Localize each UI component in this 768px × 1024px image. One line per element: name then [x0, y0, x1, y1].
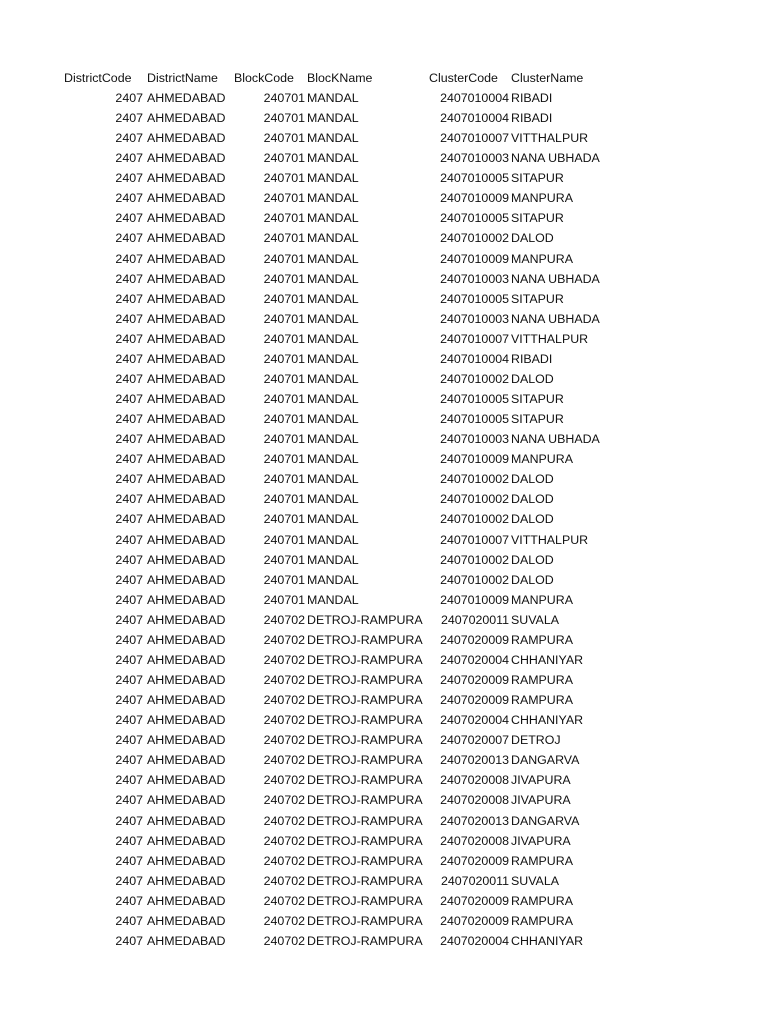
block-name-cell: DETROJ-RAMPURA — [307, 874, 423, 888]
block-code-cell: 240701 — [263, 171, 305, 185]
block-name-cell: DETROJ-RAMPURA — [307, 733, 423, 747]
cluster-code-cell: 2407020009 — [440, 854, 509, 868]
cluster-name-cell: DANGARVA — [511, 814, 580, 828]
cluster-code-cell: 2407020009 — [440, 914, 509, 928]
block-name-cell: MANDAL — [307, 252, 359, 266]
cluster-code-cell: 2407010009 — [440, 593, 509, 607]
district-code-cell: 2407 — [115, 252, 143, 266]
cluster-code-cell: 2407010002 — [440, 372, 509, 386]
cluster-code-cell: 2407020009 — [440, 633, 509, 647]
district-code-cell: 2407 — [115, 653, 143, 667]
cluster-code-cell: 2407020004 — [440, 934, 509, 948]
block-name-cell: MANDAL — [307, 171, 359, 185]
district-code-cell: 2407 — [115, 573, 143, 587]
block-name-cell: DETROJ-RAMPURA — [307, 633, 423, 647]
district-name-cell: AHMEDABAD — [147, 432, 226, 446]
cluster-code-cell: 2407010002 — [440, 573, 509, 587]
cluster-name-cell: DETROJ — [511, 733, 561, 747]
block-name-cell: MANDAL — [307, 91, 359, 105]
block-name-cell: MANDAL — [307, 292, 359, 306]
block-code-cell: 240701 — [263, 252, 305, 266]
district-code-cell: 2407 — [115, 733, 143, 747]
header-block-name: BlocKName — [307, 71, 373, 85]
cluster-name-cell: SITAPUR — [511, 292, 564, 306]
district-name-cell: AHMEDABAD — [147, 854, 226, 868]
cluster-name-cell: DALOD — [511, 512, 554, 526]
district-code-cell: 2407 — [115, 472, 143, 486]
district-name-cell: AHMEDABAD — [147, 894, 226, 908]
cluster-name-cell: RAMPURA — [511, 693, 573, 707]
district-name-cell: AHMEDABAD — [147, 472, 226, 486]
cluster-code-cell: 2407020013 — [440, 814, 509, 828]
district-name-cell: AHMEDABAD — [147, 312, 226, 326]
block-name-cell: MANDAL — [307, 412, 359, 426]
district-code-cell: 2407 — [115, 673, 143, 687]
block-code-cell: 240701 — [263, 553, 305, 567]
block-code-cell: 240701 — [263, 573, 305, 587]
cluster-name-cell: DANGARVA — [511, 753, 580, 767]
block-name-cell: MANDAL — [307, 111, 359, 125]
block-code-cell: 240701 — [263, 231, 305, 245]
block-code-cell: 240702 — [263, 814, 305, 828]
header-district-name: DistrictName — [147, 71, 218, 85]
cluster-code-cell: 2407020008 — [440, 834, 509, 848]
block-code-cell: 240701 — [263, 131, 305, 145]
block-code-cell: 240702 — [263, 633, 305, 647]
block-code-cell: 240701 — [263, 151, 305, 165]
block-name-cell: DETROJ-RAMPURA — [307, 653, 423, 667]
block-code-cell: 240702 — [263, 733, 305, 747]
block-code-cell: 240702 — [263, 653, 305, 667]
cluster-name-cell: SITAPUR — [511, 171, 564, 185]
cluster-name-cell: SUVALA — [511, 874, 559, 888]
block-name-cell: MANDAL — [307, 352, 359, 366]
district-code-cell: 2407 — [115, 452, 143, 466]
district-code-cell: 2407 — [115, 894, 143, 908]
cluster-name-cell: SUVALA — [511, 613, 559, 627]
district-name-cell: AHMEDABAD — [147, 211, 226, 225]
cluster-code-cell: 2407010002 — [440, 512, 509, 526]
cluster-code-cell: 2407020009 — [440, 693, 509, 707]
district-code-cell: 2407 — [115, 814, 143, 828]
cluster-name-cell: MANPURA — [511, 452, 573, 466]
cluster-name-cell: RIBADI — [511, 111, 553, 125]
district-code-cell: 2407 — [115, 593, 143, 607]
cluster-code-cell: 2407010009 — [440, 252, 509, 266]
district-code-cell: 2407 — [115, 553, 143, 567]
block-code-cell: 240702 — [263, 713, 305, 727]
district-code-cell: 2407 — [115, 131, 143, 145]
block-code-cell: 240701 — [263, 412, 305, 426]
block-name-cell: MANDAL — [307, 312, 359, 326]
cluster-code-cell: 2407010003 — [440, 272, 509, 286]
cluster-code-cell: 2407010007 — [440, 131, 509, 145]
district-code-cell: 2407 — [115, 392, 143, 406]
block-code-cell: 240702 — [263, 613, 305, 627]
block-name-cell: MANDAL — [307, 131, 359, 145]
block-code-cell: 240701 — [263, 292, 305, 306]
block-name-cell: DETROJ-RAMPURA — [307, 834, 423, 848]
block-name-cell: MANDAL — [307, 332, 359, 346]
cluster-name-cell: RAMPURA — [511, 854, 573, 868]
cluster-code-cell: 2407010002 — [440, 553, 509, 567]
district-code-cell: 2407 — [115, 854, 143, 868]
block-code-cell: 240701 — [263, 533, 305, 547]
block-name-cell: MANDAL — [307, 533, 359, 547]
district-code-cell: 2407 — [115, 171, 143, 185]
block-code-cell: 240701 — [263, 211, 305, 225]
district-code-cell: 2407 — [115, 633, 143, 647]
district-code-cell: 2407 — [115, 512, 143, 526]
block-code-cell: 240701 — [263, 372, 305, 386]
district-code-cell: 2407 — [115, 713, 143, 727]
district-name-cell: AHMEDABAD — [147, 934, 226, 948]
district-name-cell: AHMEDABAD — [147, 231, 226, 245]
district-name-cell: AHMEDABAD — [147, 452, 226, 466]
district-name-cell: AHMEDABAD — [147, 412, 226, 426]
district-name-cell: AHMEDABAD — [147, 352, 226, 366]
block-code-cell: 240701 — [263, 312, 305, 326]
block-code-cell: 240701 — [263, 352, 305, 366]
cluster-name-cell: MANPURA — [511, 252, 573, 266]
district-name-cell: AHMEDABAD — [147, 593, 226, 607]
cluster-name-cell: MANPURA — [511, 191, 573, 205]
block-name-cell: MANDAL — [307, 151, 359, 165]
cluster-code-cell: 2407010005 — [440, 392, 509, 406]
district-name-cell: AHMEDABAD — [147, 733, 226, 747]
block-code-cell: 240702 — [263, 773, 305, 787]
district-code-cell: 2407 — [115, 91, 143, 105]
block-code-cell: 240702 — [263, 874, 305, 888]
district-code-cell: 2407 — [115, 533, 143, 547]
cluster-name-cell: CHHANIYAR — [511, 713, 584, 727]
district-name-cell: AHMEDABAD — [147, 512, 226, 526]
district-name-cell: AHMEDABAD — [147, 653, 226, 667]
cluster-code-cell: 2407010009 — [440, 452, 509, 466]
district-name-cell: AHMEDABAD — [147, 633, 226, 647]
district-name-cell: AHMEDABAD — [147, 392, 226, 406]
cluster-name-cell: DALOD — [511, 553, 554, 567]
cluster-name-cell: RAMPURA — [511, 914, 573, 928]
district-name-cell: AHMEDABAD — [147, 151, 226, 165]
cluster-code-cell: 2407020009 — [440, 894, 509, 908]
district-code-cell: 2407 — [115, 874, 143, 888]
cluster-name-cell: NANA UBHADA — [511, 151, 600, 165]
cluster-name-cell: NANA UBHADA — [511, 312, 600, 326]
cluster-name-cell: NANA UBHADA — [511, 272, 600, 286]
cluster-name-cell: DALOD — [511, 492, 554, 506]
cluster-code-cell: 2407020004 — [440, 713, 509, 727]
district-code-cell: 2407 — [115, 151, 143, 165]
cluster-name-cell: JIVAPURA — [511, 773, 571, 787]
district-name-cell: AHMEDABAD — [147, 372, 226, 386]
district-name-cell: AHMEDABAD — [147, 292, 226, 306]
block-code-cell: 240702 — [263, 834, 305, 848]
block-name-cell: MANDAL — [307, 472, 359, 486]
block-code-cell: 240701 — [263, 111, 305, 125]
block-name-cell: MANDAL — [307, 492, 359, 506]
district-code-cell: 2407 — [115, 834, 143, 848]
cluster-name-cell: RAMPURA — [511, 894, 573, 908]
block-name-cell: DETROJ-RAMPURA — [307, 934, 423, 948]
cluster-code-cell: 2407010003 — [440, 432, 509, 446]
cluster-code-cell: 2407020004 — [440, 653, 509, 667]
block-code-cell: 240702 — [263, 854, 305, 868]
block-name-cell: DETROJ-RAMPURA — [307, 894, 423, 908]
district-name-cell: AHMEDABAD — [147, 533, 226, 547]
cluster-code-cell: 2407010002 — [440, 231, 509, 245]
cluster-name-cell: RAMPURA — [511, 673, 573, 687]
district-code-cell: 2407 — [115, 693, 143, 707]
district-name-cell: AHMEDABAD — [147, 673, 226, 687]
block-name-cell: DETROJ-RAMPURA — [307, 693, 423, 707]
cluster-name-cell: CHHANIYAR — [511, 653, 584, 667]
block-name-cell: MANDAL — [307, 392, 359, 406]
block-code-cell: 240701 — [263, 432, 305, 446]
block-code-cell: 240702 — [263, 914, 305, 928]
district-code-cell: 2407 — [115, 292, 143, 306]
cluster-name-cell: VITTHALPUR — [511, 131, 589, 145]
district-name-cell: AHMEDABAD — [147, 874, 226, 888]
district-code-cell: 2407 — [115, 412, 143, 426]
district-code-cell: 2407 — [115, 613, 143, 627]
block-code-cell: 240701 — [263, 392, 305, 406]
block-name-cell: MANDAL — [307, 231, 359, 245]
cluster-name-cell: CHHANIYAR — [511, 934, 584, 948]
district-name-cell: AHMEDABAD — [147, 793, 226, 807]
cluster-code-cell: 2407010002 — [440, 472, 509, 486]
block-code-cell: 240701 — [263, 452, 305, 466]
cluster-code-cell: 2407010004 — [440, 91, 509, 105]
block-name-cell: MANDAL — [307, 553, 359, 567]
header-block-code: BlockCode — [234, 71, 294, 85]
block-code-cell: 240701 — [263, 272, 305, 286]
block-name-cell: MANDAL — [307, 191, 359, 205]
cluster-name-cell: DALOD — [511, 573, 554, 587]
cluster-code-cell: 2407010004 — [440, 352, 509, 366]
district-name-cell: AHMEDABAD — [147, 111, 226, 125]
cluster-code-cell: 2407010009 — [440, 191, 509, 205]
district-code-cell: 2407 — [115, 332, 143, 346]
district-code-cell: 2407 — [115, 191, 143, 205]
district-name-cell: AHMEDABAD — [147, 91, 226, 105]
block-name-cell: MANDAL — [307, 593, 359, 607]
block-name-cell: DETROJ-RAMPURA — [307, 773, 423, 787]
district-code-cell: 2407 — [115, 231, 143, 245]
header-cluster-name: ClusterName — [511, 71, 584, 85]
cluster-code-cell: 2407020008 — [440, 773, 509, 787]
cluster-code-cell: 2407020013 — [440, 753, 509, 767]
cluster-name-cell: SITAPUR — [511, 211, 564, 225]
district-name-cell: AHMEDABAD — [147, 272, 226, 286]
block-code-cell: 240701 — [263, 593, 305, 607]
cluster-name-cell: RIBADI — [511, 91, 553, 105]
district-name-cell: AHMEDABAD — [147, 553, 226, 567]
cluster-code-cell: 2407020008 — [440, 793, 509, 807]
district-name-cell: AHMEDABAD — [147, 753, 226, 767]
cluster-name-cell: NANA UBHADA — [511, 432, 600, 446]
district-name-cell: AHMEDABAD — [147, 492, 226, 506]
district-name-cell: AHMEDABAD — [147, 773, 226, 787]
cluster-code-cell: 2407010003 — [440, 312, 509, 326]
cluster-code-cell: 2407010002 — [440, 492, 509, 506]
block-code-cell: 240702 — [263, 793, 305, 807]
district-code-cell: 2407 — [115, 934, 143, 948]
district-name-cell: AHMEDABAD — [147, 613, 226, 627]
district-name-cell: AHMEDABAD — [147, 693, 226, 707]
cluster-code-cell: 2407010003 — [440, 151, 509, 165]
cluster-name-cell: VITTHALPUR — [511, 533, 589, 547]
district-name-cell: AHMEDABAD — [147, 914, 226, 928]
block-name-cell: DETROJ-RAMPURA — [307, 673, 423, 687]
block-code-cell: 240702 — [263, 693, 305, 707]
block-name-cell: DETROJ-RAMPURA — [307, 914, 423, 928]
cluster-code-cell: 2407010004 — [440, 111, 509, 125]
district-name-cell: AHMEDABAD — [147, 252, 226, 266]
block-name-cell: MANDAL — [307, 432, 359, 446]
cluster-name-cell: DALOD — [511, 472, 554, 486]
cluster-code-cell: 2407010007 — [440, 533, 509, 547]
block-name-cell: DETROJ-RAMPURA — [307, 753, 423, 767]
cluster-code-cell: 2407020011 — [441, 613, 509, 627]
block-code-cell: 240701 — [263, 472, 305, 486]
district-code-cell: 2407 — [115, 432, 143, 446]
block-name-cell: MANDAL — [307, 372, 359, 386]
district-code-cell: 2407 — [115, 914, 143, 928]
district-code-cell: 2407 — [115, 211, 143, 225]
block-code-cell: 240701 — [263, 492, 305, 506]
cluster-name-cell: VITTHALPUR — [511, 332, 589, 346]
cluster-name-cell: RAMPURA — [511, 633, 573, 647]
cluster-code-cell: 2407020007 — [440, 733, 509, 747]
cluster-name-cell: SITAPUR — [511, 392, 564, 406]
header-district-code: DistrictCode — [64, 71, 132, 85]
block-code-cell: 240702 — [263, 894, 305, 908]
block-name-cell: DETROJ-RAMPURA — [307, 814, 423, 828]
cluster-name-cell: JIVAPURA — [511, 834, 571, 848]
district-name-cell: AHMEDABAD — [147, 573, 226, 587]
block-code-cell: 240702 — [263, 753, 305, 767]
block-name-cell: MANDAL — [307, 211, 359, 225]
block-code-cell: 240701 — [263, 191, 305, 205]
block-name-cell: DETROJ-RAMPURA — [307, 713, 423, 727]
district-code-cell: 2407 — [115, 312, 143, 326]
district-code-cell: 2407 — [115, 372, 143, 386]
block-name-cell: MANDAL — [307, 272, 359, 286]
cluster-code-cell: 2407010007 — [440, 332, 509, 346]
district-name-cell: AHMEDABAD — [147, 834, 226, 848]
block-code-cell: 240701 — [263, 512, 305, 526]
district-code-cell: 2407 — [115, 492, 143, 506]
block-code-cell: 240702 — [263, 934, 305, 948]
block-name-cell: MANDAL — [307, 573, 359, 587]
district-code-cell: 2407 — [115, 111, 143, 125]
cluster-code-cell: 2407010005 — [440, 171, 509, 185]
cluster-code-cell: 2407010005 — [440, 292, 509, 306]
block-name-cell: DETROJ-RAMPURA — [307, 854, 423, 868]
cluster-name-cell: DALOD — [511, 372, 554, 386]
block-code-cell: 240702 — [263, 673, 305, 687]
block-code-cell: 240701 — [263, 332, 305, 346]
cluster-name-cell: SITAPUR — [511, 412, 564, 426]
cluster-name-cell: DALOD — [511, 231, 554, 245]
district-name-cell: AHMEDABAD — [147, 171, 226, 185]
block-code-cell: 240701 — [263, 91, 305, 105]
district-code-cell: 2407 — [115, 793, 143, 807]
cluster-code-cell: 2407020011 — [441, 874, 509, 888]
block-name-cell: DETROJ-RAMPURA — [307, 793, 423, 807]
header-cluster-code: ClusterCode — [429, 71, 498, 85]
block-name-cell: DETROJ-RAMPURA — [307, 613, 423, 627]
block-name-cell: MANDAL — [307, 512, 359, 526]
district-code-cell: 2407 — [115, 773, 143, 787]
district-name-cell: AHMEDABAD — [147, 191, 226, 205]
district-code-cell: 2407 — [115, 352, 143, 366]
district-code-cell: 2407 — [115, 272, 143, 286]
block-name-cell: MANDAL — [307, 452, 359, 466]
district-name-cell: AHMEDABAD — [147, 332, 226, 346]
cluster-code-cell: 2407010005 — [440, 412, 509, 426]
cluster-name-cell: RIBADI — [511, 352, 553, 366]
cluster-name-cell: MANPURA — [511, 593, 573, 607]
cluster-code-cell: 2407010005 — [440, 211, 509, 225]
district-code-cell: 2407 — [115, 753, 143, 767]
district-name-cell: AHMEDABAD — [147, 131, 226, 145]
cluster-name-cell: JIVAPURA — [511, 793, 571, 807]
cluster-code-cell: 2407020009 — [440, 673, 509, 687]
district-name-cell: AHMEDABAD — [147, 713, 226, 727]
district-name-cell: AHMEDABAD — [147, 814, 226, 828]
